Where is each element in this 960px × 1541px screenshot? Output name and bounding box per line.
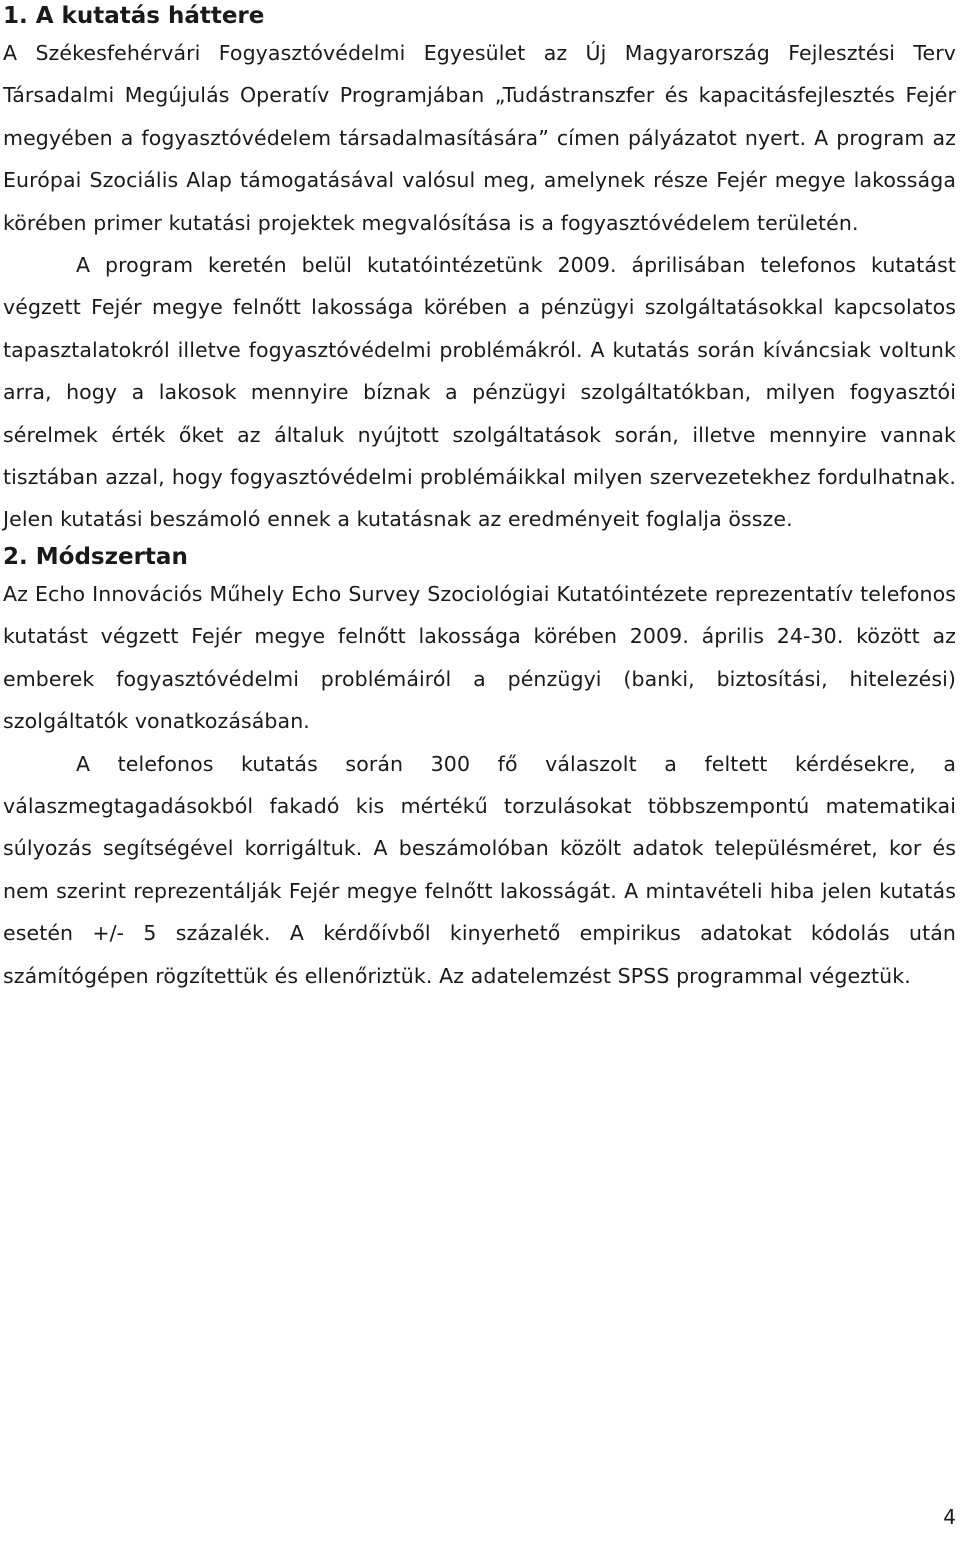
page-number: 4 — [943, 1505, 956, 1529]
page-content — [3, 0, 956, 997]
paragraph-background-2: A program keretén belül kutatóintézetünk 2009. áprilisában telefonos kutatást végzett Fejér megye felnőtt lakossága körében a pénzügyi szolgáltatásokkal kapcsolatos tapasztalatokról illetve fogyasztóvédelmi problémákról. A kutatás során kíváncsiak voltunk arra, hogy a lakosok mennyire bíznak a pénzügyi szolgáltatókban, milyen fogyasztói sérelmek érték őket az általuk nyújtott szolgáltatások során, illetve mennyire vannak tisztában azzal, hogy fogyasztóvédelmi problémáikkal milyen szervezetekhez fordulhatnak. Jelen kutatási beszámoló ennek a kutatásnak az eredményeit foglalja össze. — [3, 253, 956, 532]
paragraph-background-1: A Székesfehérvári Fogyasztóvédelmi Egyesület az Új Magyarország Fejlesztési Terv Társadalmi Megújulás Operatív Programjában „Tudástranszfer és kapacitásfejlesztés Fejér megyében a fogyasztóvédelem társadalmasítására” címen pályázatot nyert. A program az Európai Szociális Alap támogatásával valósul meg, amelynek része Fejér megye lakossága körében primer kutatási projektek megvalósítása is a fogyasztóvédelem területén. — [3, 41, 956, 235]
paragraph-methodology-1: Az Echo Innovációs Műhely Echo Survey Szociológiai Kutatóintézete reprezentatív telefonos kutatást végzett Fejér megye felnőtt lakossága körében 2009. április 24-30. között az emberek fogyasztóvédelmi problémáiról a pénzügyi (banki, biztosítási, hitelezési) szolgáltatók vonatkozásában. — [3, 581, 956, 734]
section-heading-methodology — [3, 541, 956, 573]
section-title: Módszertan — [35, 543, 188, 570]
section-number: 2. — [3, 543, 28, 570]
paragraph-methodology-2: A telefonos kutatás során 300 fő válaszolt a feltett kérdésekre, a válaszmegtagadásokból fakadó kis mértékű torzulásokat többszempontú matematikai súlyozás segítségével korrigáltuk. A beszámolóban közölt adatok településméret, kor és nem szerint reprezentálják Fejér megye felnőtt lakosságát. A mintavételi hiba jelen kutatás esetén +/- 5 százalék. A kérdőívből kinyerhető empirikus adatokat kódolás után számítógépen rögzítettük és ellenőriztük. Az adatelemzést SPSS programmal végeztük. — [3, 751, 956, 988]
section-heading-background: 1. A kutatás háttere — [3, 3, 265, 29]
